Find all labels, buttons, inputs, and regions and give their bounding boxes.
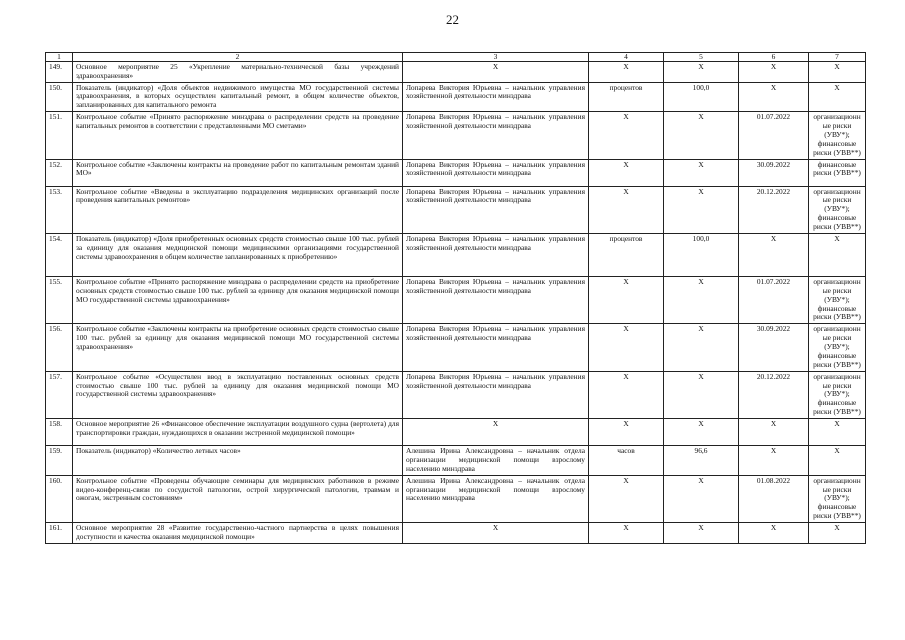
row-value: 100,0	[664, 233, 739, 276]
row-responsible: Лопарева Виктория Юрьевна – начальник управления хозяйственной деятельности минздрава	[403, 159, 589, 186]
plan-table	[45, 52, 866, 544]
table-row	[46, 61, 866, 82]
row-number: 153.	[46, 186, 73, 233]
row-responsible: Алешина Ирина Александровна – начальник отдела организации медицинской помощи взрослому населению минздрава	[403, 446, 589, 476]
table-row	[46, 475, 866, 522]
row-date: 30.09.2022	[739, 159, 809, 186]
row-date: 01.08.2022	[739, 475, 809, 522]
row-description: Показатель (индикатор) «Доля приобретенных основных средств стоимостью свыше 100 тыс. рублей за единицу для оказания медицинской помощи медицинскими организациями государственной системы здравоохранения в общем количестве запланированных к приобретению»	[73, 233, 403, 276]
row-responsible: Лопарева Виктория Юрьевна – начальник управления хозяйственной деятельности минздрава	[403, 112, 589, 159]
row-responsible: Алешина Ирина Александровна – начальник отдела организации медицинской помощи взрослому населению минздрава	[403, 475, 589, 522]
row-unit: Х	[589, 419, 664, 446]
table-row	[46, 324, 866, 371]
row-description: Показатель (индикатор) «Доля объектов недвижимого имущества МО государственной системы здравоохранения, в которых осуществлен капитальный ремонт, в общем количестве объектов, запланированных для капитального ремонта	[73, 82, 403, 112]
row-description: Контрольное событие «Проведены обучающие семинары для медицинских работников в режиме видео-конференц-связи по сосудистой патологии, острой хирургической патологии, травмам и ожогам, экстренным состояниям»	[73, 475, 403, 522]
table-row	[46, 82, 866, 112]
row-responsible: Лопарева Виктория Юрьевна – начальник управления хозяйственной деятельности минздрава	[403, 276, 589, 323]
row-date: 20.12.2022	[739, 186, 809, 233]
row-number: 157.	[46, 371, 73, 418]
row-date: Х	[739, 61, 809, 82]
row-number: 160.	[46, 475, 73, 522]
row-description: Показатель (индикатор) «Количество летных часов»	[73, 446, 403, 476]
row-description: Основное мероприятие 26 «Финансовое обеспечение эксплуатации воздушного судна (вертолета) для транспортировки граждан, нуждающихся в оказании экстренной медицинской помощи»	[73, 419, 403, 446]
table-row	[46, 112, 866, 159]
row-unit: процентов	[589, 82, 664, 112]
row-number: 156.	[46, 324, 73, 371]
page-number: 22	[446, 12, 459, 27]
row-risk: Х	[809, 419, 866, 446]
header-cell: 5	[664, 53, 739, 62]
row-responsible: Х	[403, 419, 589, 446]
row-description: Контрольное событие «Осуществлен ввод в эксплуатацию поставленных основных средств стоимостью свыше 100 тыс. рублей за единицу для оказания медицинской помощи МО государственной системы здравоохранения»	[73, 371, 403, 418]
header-cell: 3	[403, 53, 589, 62]
row-unit: Х	[589, 276, 664, 323]
row-value: Х	[664, 324, 739, 371]
row-number: 161.	[46, 523, 73, 544]
row-description: Контрольное событие «Заключены контракты на проведение работ по капитальным ремонтам зданий МО»	[73, 159, 403, 186]
row-number: 151.	[46, 112, 73, 159]
row-risk: Х	[809, 61, 866, 82]
table-row	[46, 186, 866, 233]
row-unit: процентов	[589, 233, 664, 276]
row-value: Х	[664, 475, 739, 522]
row-date: 30.09.2022	[739, 324, 809, 371]
row-unit: Х	[589, 475, 664, 522]
row-responsible: Х	[403, 61, 589, 82]
row-value: Х	[664, 186, 739, 233]
row-risk: организационные риски (УВУ*); финансовые риски (УВВ**)	[809, 475, 866, 522]
row-date: Х	[739, 82, 809, 112]
row-value: Х	[664, 419, 739, 446]
row-number: 149.	[46, 61, 73, 82]
row-unit: Х	[589, 186, 664, 233]
row-unit: часов	[589, 446, 664, 476]
row-risk: Х	[809, 233, 866, 276]
row-description: Контрольное событие «Принято распоряжение минздрава о распределении средств на проведение капитальных ремонтов в соответствии с представленными МО сметами»	[73, 112, 403, 159]
row-value: 100,0	[664, 82, 739, 112]
row-unit: Х	[589, 61, 664, 82]
header-cell: 6	[739, 53, 809, 62]
header-row	[46, 53, 866, 62]
row-responsible: Лопарева Виктория Юрьевна – начальник управления хозяйственной деятельности минздрава	[403, 186, 589, 233]
row-number: 150.	[46, 82, 73, 112]
table-row	[46, 159, 866, 186]
header-cell: 4	[589, 53, 664, 62]
row-responsible: Лопарева Виктория Юрьевна – начальник управления хозяйственной деятельности минздрава	[403, 324, 589, 371]
row-responsible: Лопарева Виктория Юрьевна – начальник управления хозяйственной деятельности минздрава	[403, 82, 589, 112]
row-risk: организационные риски (УВУ*); финансовые риски (УВВ**)	[809, 276, 866, 323]
row-number: 155.	[46, 276, 73, 323]
row-number: 152.	[46, 159, 73, 186]
row-description: Контрольное событие «Заключены контракты на приобретение основных средств стоимостью свыше 100 тыс. рублей за единицу для оказания медицинской помощи МО государственной системы здравоохранения»	[73, 324, 403, 371]
header-cell: 1	[46, 53, 73, 62]
header-cell: 7	[809, 53, 866, 62]
table-row	[46, 419, 866, 446]
row-date: 01.07.2022	[739, 112, 809, 159]
row-number: 158.	[46, 419, 73, 446]
row-date: Х	[739, 419, 809, 446]
row-risk: финансовые риски (УВВ**)	[809, 159, 866, 186]
row-unit: Х	[589, 112, 664, 159]
row-responsible: Х	[403, 523, 589, 544]
row-risk: Х	[809, 82, 866, 112]
row-unit: Х	[589, 523, 664, 544]
row-value: Х	[664, 523, 739, 544]
row-unit: Х	[589, 159, 664, 186]
row-number: 159.	[46, 446, 73, 476]
table-row	[46, 446, 866, 476]
table-row	[46, 233, 866, 276]
row-risk: организационные риски (УВУ*); финансовые риски (УВВ**)	[809, 371, 866, 418]
row-responsible: Лопарева Виктория Юрьевна – начальник управления хозяйственной деятельности минздрава	[403, 233, 589, 276]
row-risk: организационные риски (УВУ*); финансовые риски (УВВ**)	[809, 186, 866, 233]
row-date: 20.12.2022	[739, 371, 809, 418]
row-value: Х	[664, 159, 739, 186]
row-date: 01.07.2022	[739, 276, 809, 323]
row-value: Х	[664, 371, 739, 418]
row-description: Основное мероприятие 28 «Развитие государственно-частного партнерства в целях повышения доступности и качества оказания медицинской помощи»	[73, 523, 403, 544]
row-date: Х	[739, 523, 809, 544]
row-responsible: Лопарева Виктория Юрьевна – начальник управления хозяйственной деятельности минздрава	[403, 371, 589, 418]
row-description: Контрольное событие «Принято распоряжение минздрава о распределении средств на приобретение основных средств стоимостью свыше 100 тыс. рублей за единицу для оказания медицинской помощи МО государственной системы здравоохранения»	[73, 276, 403, 323]
row-value: 96,6	[664, 446, 739, 476]
table-row	[46, 371, 866, 418]
row-description: Контрольное событие «Введены в эксплуатацию подразделения медицинских организаций после проведения капитальных ремонтов»	[73, 186, 403, 233]
row-description: Основное мероприятие 25 «Укрепление материально-технической базы учреждений здравоохранения»	[73, 61, 403, 82]
table-row	[46, 276, 866, 323]
row-risk: Х	[809, 446, 866, 476]
row-risk: организационные риски (УВУ*); финансовые риски (УВВ**)	[809, 324, 866, 371]
row-value: Х	[664, 61, 739, 82]
row-value: Х	[664, 112, 739, 159]
row-date: Х	[739, 446, 809, 476]
row-value: Х	[664, 276, 739, 323]
table-row	[46, 523, 866, 544]
row-risk: организационные риски (УВУ*); финансовые риски (УВВ**)	[809, 112, 866, 159]
header-cell: 2	[73, 53, 403, 62]
row-unit: Х	[589, 371, 664, 418]
row-unit: Х	[589, 324, 664, 371]
row-risk: Х	[809, 523, 866, 544]
row-date: Х	[739, 233, 809, 276]
row-number: 154.	[46, 233, 73, 276]
